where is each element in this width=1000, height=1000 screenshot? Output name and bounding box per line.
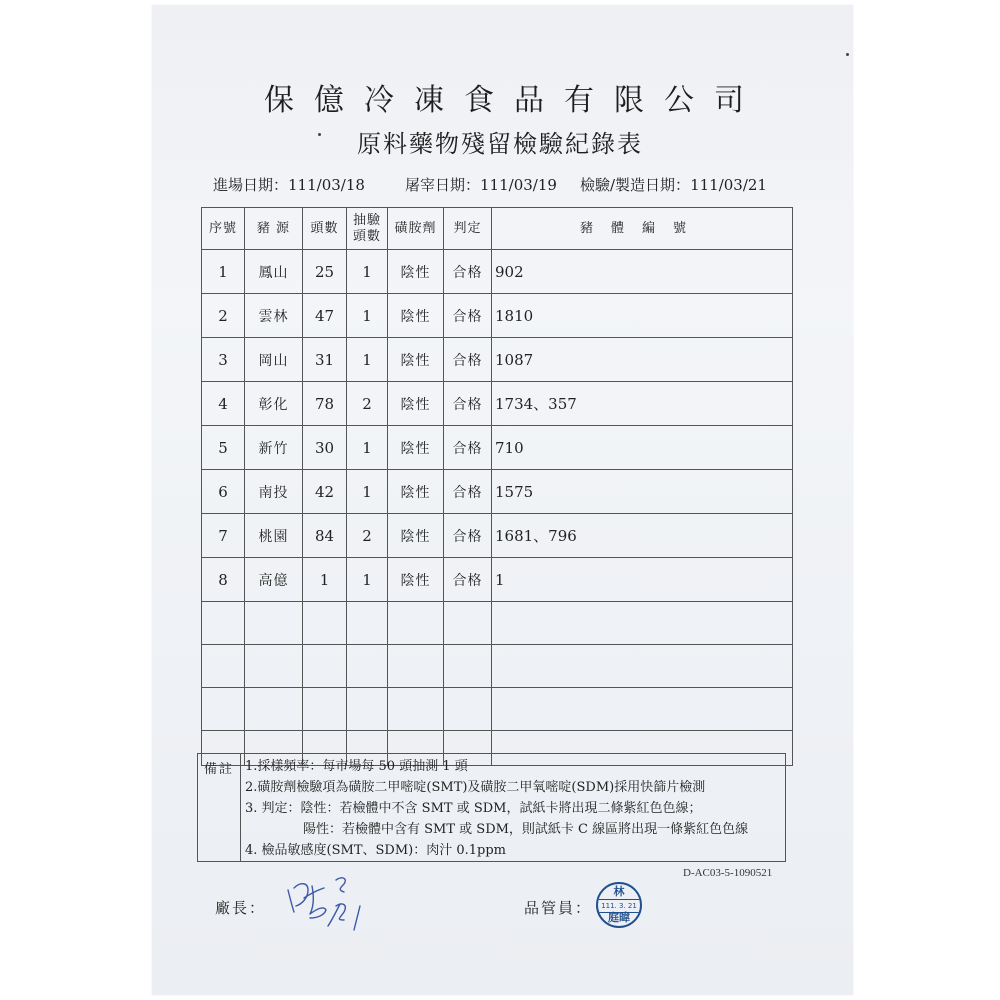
inspection-date — [580, 174, 767, 195]
header-verdict: 判定 — [444, 208, 492, 250]
header-sampled — [347, 208, 388, 250]
cell-sulfonamide: 陰性 — [388, 514, 444, 558]
cell-pig-ids: 710 — [492, 426, 793, 470]
cell-sampled: 1 — [347, 294, 388, 338]
cell-source: 高億 — [245, 558, 303, 602]
empty-cell — [202, 602, 245, 645]
cell-sampled: 1 — [347, 426, 388, 470]
cell-pig-ids: 1681、796 — [492, 514, 793, 558]
cell-source: 雲林 — [245, 294, 303, 338]
empty-cell — [492, 645, 793, 688]
empty-cell — [388, 688, 444, 731]
cell-verdict: 合格 — [444, 338, 492, 382]
header-sampled-line2: 頭數 — [352, 228, 381, 244]
stamp-surname: 林 — [613, 885, 625, 898]
stamp-given-name: 庭暐 — [608, 911, 630, 924]
cell-seq: 3 — [202, 338, 245, 382]
cell-verdict: 合格 — [444, 514, 492, 558]
cell-sulfonamide: 陰性 — [388, 382, 444, 426]
cell-source: 新竹 — [245, 426, 303, 470]
table-row-empty — [202, 688, 793, 731]
cell-seq: 1 — [202, 250, 245, 294]
cell-verdict: 合格 — [444, 426, 492, 470]
cell-sampled: 1 — [347, 470, 388, 514]
empty-cell — [202, 688, 245, 731]
notes-list — [245, 756, 781, 861]
note-item: 陽性：若檢體中含有 SMT 或 SDM，則試紙卡 C 線區將出現一條紫紅色色線 — [303, 822, 749, 837]
cell-sampled: 2 — [347, 514, 388, 558]
cell-head-count: 31 — [303, 338, 347, 382]
stamp-date: 111. 3. 21 — [598, 899, 640, 913]
note-item: 3. 判定：陰性：若檢體中不含 SMT 或 SDM，試紙卡將出現二條紫紅色色線； — [245, 801, 702, 816]
header-source: 豬 源 — [245, 208, 303, 250]
arrival-date-value: 111/03/18 — [288, 176, 365, 194]
cell-head-count: 1 — [303, 558, 347, 602]
empty-cell — [347, 688, 388, 731]
empty-cell — [347, 645, 388, 688]
arrival-date-label: 進場日期： — [213, 176, 289, 194]
cell-sulfonamide: 陰性 — [388, 470, 444, 514]
inspection-date-value: 111/03/21 — [690, 176, 767, 194]
cell-head-count: 78 — [303, 382, 347, 426]
table-row-empty — [202, 602, 793, 645]
empty-cell — [245, 645, 303, 688]
empty-cell — [492, 602, 793, 645]
inspection-table — [201, 207, 793, 766]
header-head-count: 頭數 — [303, 208, 347, 250]
cell-source: 彰化 — [245, 382, 303, 426]
cell-seq: 8 — [202, 558, 245, 602]
cell-head-count: 42 — [303, 470, 347, 514]
cell-sampled: 2 — [347, 382, 388, 426]
cell-seq: 5 — [202, 426, 245, 470]
table-row — [202, 338, 793, 382]
cell-sulfonamide: 陰性 — [388, 426, 444, 470]
empty-cell — [245, 602, 303, 645]
form-title: 原料藥物殘留檢驗紀錄表 — [357, 130, 643, 158]
empty-cell — [388, 602, 444, 645]
table-row — [202, 558, 793, 602]
note-item: 1.採樣頻率：每市場每 50 頭抽測 1 頭 — [245, 759, 468, 774]
cell-sulfonamide: 陰性 — [388, 338, 444, 382]
cell-sulfonamide: 陰性 — [388, 250, 444, 294]
table-row-empty — [202, 645, 793, 688]
cell-verdict: 合格 — [444, 382, 492, 426]
notes-label: 備註 — [198, 754, 241, 861]
note-item: 2.磺胺劑檢驗項為磺胺二甲嘧啶(SMT)及磺胺二甲氧嘧啶(SDM)採用快篩片檢測 — [245, 780, 706, 795]
cell-verdict: 合格 — [444, 470, 492, 514]
company-name: 保億冷凍食品有限公司 — [264, 83, 764, 118]
note-item: 4. 檢品敏感度(SMT、SDM)：肉汁 0.1ppm — [245, 843, 506, 858]
cell-head-count: 30 — [303, 426, 347, 470]
empty-cell — [444, 688, 492, 731]
cell-pig-ids: 1 — [492, 558, 793, 602]
cell-pig-ids: 1734、357 — [492, 382, 793, 426]
cell-sulfonamide: 陰性 — [388, 294, 444, 338]
cell-pig-ids: 1810 — [492, 294, 793, 338]
cell-sampled: 1 — [347, 338, 388, 382]
header-seq: 序號 — [202, 208, 245, 250]
plant-manager-label: 廠長： — [215, 899, 267, 917]
scan-speck — [846, 53, 849, 56]
empty-cell — [444, 602, 492, 645]
table-row — [202, 514, 793, 558]
empty-cell — [388, 645, 444, 688]
table-row — [202, 294, 793, 338]
cell-seq: 4 — [202, 382, 245, 426]
qc-inspector-stamp — [596, 882, 642, 928]
cell-head-count: 47 — [303, 294, 347, 338]
cell-sampled: 1 — [347, 250, 388, 294]
cell-seq: 2 — [202, 294, 245, 338]
table-row — [202, 470, 793, 514]
slaughter-date-label: 屠宰日期： — [405, 176, 481, 194]
empty-cell — [303, 688, 347, 731]
inspection-date-label: 檢驗/製造日期： — [580, 176, 691, 194]
plant-manager-signature — [278, 868, 388, 938]
slaughter-date — [405, 174, 557, 195]
cell-verdict: 合格 — [444, 250, 492, 294]
cell-head-count: 25 — [303, 250, 347, 294]
cell-verdict: 合格 — [444, 294, 492, 338]
header-pig-ids: 豬體編號 — [492, 208, 793, 250]
empty-cell — [303, 602, 347, 645]
cell-seq: 6 — [202, 470, 245, 514]
table-header-row — [202, 208, 793, 250]
header-sulfonamide: 磺胺劑 — [388, 208, 444, 250]
cell-source: 南投 — [245, 470, 303, 514]
empty-cell — [245, 688, 303, 731]
notes-box — [197, 753, 786, 862]
empty-cell — [202, 645, 245, 688]
cell-pig-ids: 1087 — [492, 338, 793, 382]
slaughter-date-value: 111/03/19 — [480, 176, 557, 194]
cell-source: 桃園 — [245, 514, 303, 558]
qc-inspector-label: 品管員： — [524, 899, 593, 917]
table-row — [202, 426, 793, 470]
empty-cell — [347, 602, 388, 645]
cell-head-count: 84 — [303, 514, 347, 558]
empty-cell — [492, 688, 793, 731]
table-row — [202, 250, 793, 294]
cell-verdict: 合格 — [444, 558, 492, 602]
cell-seq: 7 — [202, 514, 245, 558]
cell-pig-ids: 1575 — [492, 470, 793, 514]
cell-source: 岡山 — [245, 338, 303, 382]
header-sampled-line1: 抽驗 — [352, 212, 381, 228]
cell-sampled: 1 — [347, 558, 388, 602]
cell-source: 鳳山 — [245, 250, 303, 294]
document-code: D-AC03-5-1090521 — [683, 867, 773, 879]
cell-pig-ids: 902 — [492, 250, 793, 294]
arrival-date — [213, 174, 365, 195]
cell-sulfonamide: 陰性 — [388, 558, 444, 602]
empty-cell — [303, 645, 347, 688]
table-row — [202, 382, 793, 426]
empty-cell — [444, 645, 492, 688]
